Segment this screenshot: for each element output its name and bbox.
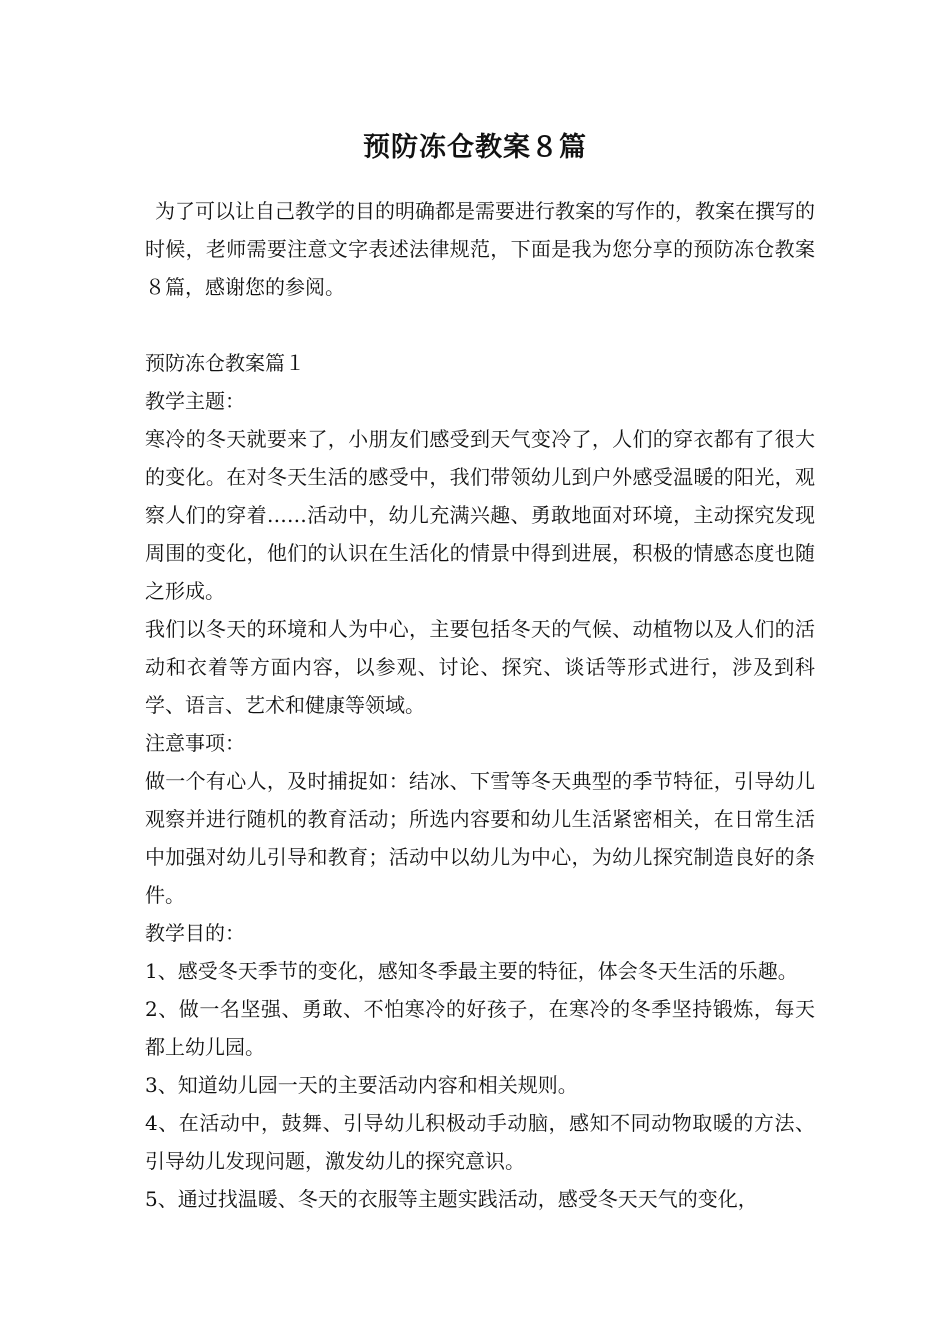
theme-heading: 教学主题：: [145, 389, 245, 413]
intro-paragraph: 为了可以让自己教学的目的明确都是需要进行教案的写作的，教案在撰写的时候，老师需要注意文字表述法律规范，下面是我为您分享的预防冻仓教案８篇，感谢您的参阅。: [145, 199, 815, 299]
paragraph-gap: [145, 306, 815, 344]
document-body: [145, 192, 815, 1218]
document-title: 预防冻仓教案８篇: [363, 132, 587, 163]
goal-item-4: 4、在活动中，鼓舞、引导幼儿积极动手动脑，感知不同动物取暖的方法、引导幼儿发现问题，激发幼儿的探究意识。: [145, 1111, 815, 1173]
section-heading: 预防冻仓教案篇１: [145, 351, 305, 375]
goal-item-2: 2、做一名坚强、勇敢、不怕寒冷的好孩子，在寒冷的冬季坚持锻炼，每天都上幼儿园。: [145, 997, 815, 1059]
goal-item-5: 5、通过找温暖、冬天的衣服等主题实践活动，感受冬天天气的变化，: [145, 1187, 758, 1211]
goal-item-1: 1、感受冬天季节的变化，感知冬季最主要的特征，体会冬天生活的乐趣。: [145, 959, 798, 983]
theme-paragraph-2: 我们以冬天的环境和人为中心，主要包括冬天的气候、动植物以及人们的活动和衣着等方面内容，以参观、讨论、探究、谈话等形式进行，涉及到科学、语言、艺术和健康等领域。: [145, 617, 815, 717]
theme-paragraph-1: 寒冷的冬天就要来了，小朋友们感受到天气变冷了，人们的穿衣都有了很大的变化。在对冬天生活的感受中，我们带领幼儿到户外感受温暖的阳光，观察人们的穿着……活动中，幼儿充满兴趣、勇敢地面对环境，主动探究发现周围的变化，他们的认识在生活化的情景中得到进展，积极的情感态度也随之形成。: [145, 427, 815, 603]
notes-heading: 注意事项：: [145, 731, 245, 755]
notes-paragraph: 做一个有心人，及时捕捉如：结冰、下雪等冬天典型的季节特征，引导幼儿观察并进行随机的教育活动；所选内容要和幼儿生活紧密相关，在日常生活中加强对幼儿引导和教育；活动中以幼儿为中心，为幼儿探究制造良好的条件。: [145, 769, 815, 907]
goals-heading: 教学目的：: [145, 921, 245, 945]
goal-item-3: 3、知道幼儿园一天的主要活动内容和相关规则。: [145, 1073, 578, 1097]
